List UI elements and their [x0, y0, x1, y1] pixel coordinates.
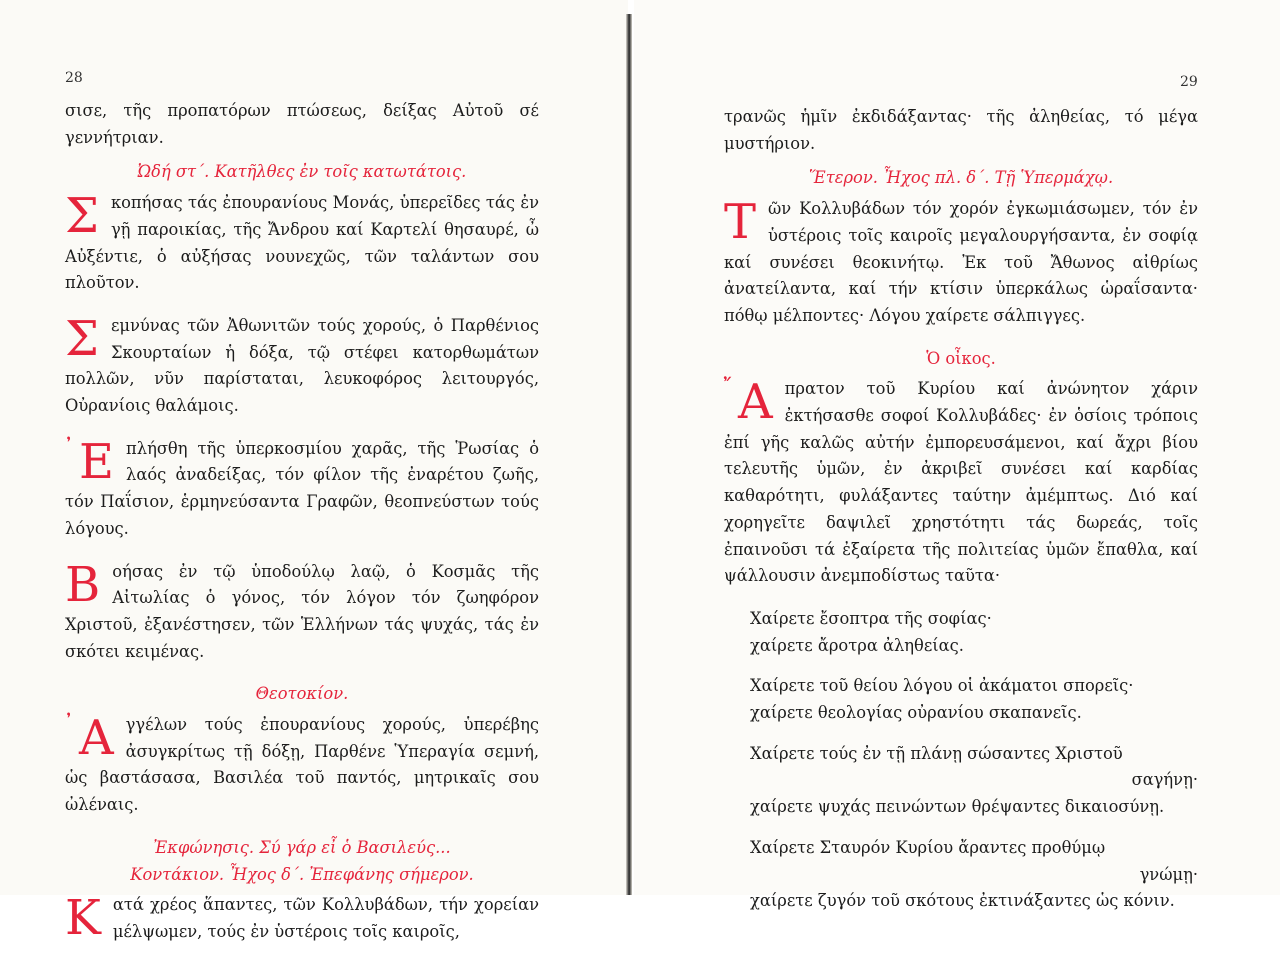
- verse-line: χαίρετε ζυγόν τοῦ σκότους ἐκτινάξαντες ὡς κόνιν.: [750, 891, 1175, 911]
- troparion-paragraph: [63, 433, 539, 543]
- heteron-heading: Ἕτερον. Ἦχος πλ. δ΄. Τῇ Ὑπερμάχῳ.: [808, 168, 1114, 188]
- theotokion-heading: Θεοτοκίον.: [255, 684, 349, 704]
- verse-line: Χαίρετε τοῦ θείου λόγου οἱ ἀκάματοι σπορεῖς·: [750, 676, 1134, 696]
- breathing-mark: ᾿: [63, 435, 74, 461]
- chairetismos-verse: [724, 673, 1198, 726]
- drop-cap: Σ: [65, 310, 99, 367]
- verse-line: Χαίρετε ἔσοπτρα τῆς σοφίας·: [750, 608, 992, 628]
- drop-cap: Τ: [724, 194, 757, 251]
- theotokion-text: γγέλων τούς ἐπουρανίους χορούς, ὑπερέβης ἀσυγκρίτως τῇ δόξῃ, Παρθένε Ὑπεραγία σεμνή, ὡς βαστάσασα, Βασιλέα τοῦ παντός, μητρικαῖς σου ὠλέναις.: [65, 715, 539, 815]
- right-page: [634, 0, 1280, 911]
- verse-line: Χαίρετε Σταυρόν Κυρίου ἄραντες προθύμῳ: [750, 837, 1106, 857]
- ekphonesis-heading: Ἐκφώνησις. Σύ γάρ εἶ ὁ Βασιλεύς...: [153, 837, 451, 857]
- page-number-left: 28: [65, 70, 83, 86]
- continuation-text: τρανῶς ἡμῖν ἐκδιδάξαντας· τῆς ἀληθείας, τό μέγα μυστήριον.: [724, 107, 1198, 153]
- verse-line-continuation: γνώμῃ·: [1139, 864, 1198, 884]
- drop-cap: Β: [65, 556, 101, 613]
- chairetismos-verse: [724, 835, 1198, 915]
- oikos-paragraph: [724, 376, 1198, 590]
- left-page: [0, 0, 628, 947]
- troparion-text: πλήσθη τῆς ὑπερκοσμίου χαρᾶς, τῆς Ῥωσίας ὁ λαός ἀναδείξας, τόν φίλον τῆς ἐναρέτου ζωῆς, τόν Παΐσιον, ἑρμηνεύσαντα Γραφῶν, θεοπνεύστων τούς λόγους.: [65, 438, 539, 538]
- troparion-paragraph: [65, 556, 539, 666]
- kontakion-text: ῶν Κολλυβάδων τόν χορόν ἐγκωμιάσωμεν, τόν ἐν ὑστέροις τοῖς καιροῖς μεγαλουργήσαντα, ἐν σοφίᾳ καί συνέσει θεοκινήτῳ. Ἐκ τοῦ Ἄθωνος αἰθρίως ἀνατείλαντα, καί τήν κτίσιν ὑπερκάλως ὡραΐσαντα· πόθῳ μέλποντες· Λόγου χαίρετε σάλπιγγες.: [724, 199, 1198, 325]
- troparion-paragraph: [65, 190, 539, 297]
- chairetismos-verse: [724, 606, 1198, 659]
- breathing-mark: ῎: [722, 376, 733, 402]
- drop-cap: [63, 710, 114, 767]
- drop-cap: Σ: [65, 188, 99, 245]
- theotokion-paragraph: [65, 712, 539, 819]
- kontakion-paragraph: [724, 196, 1198, 330]
- troparion-paragraph: [65, 310, 539, 420]
- right-text-block: [724, 104, 1198, 929]
- verse-line: Χαίρετε τούς ἐν τῇ πλάνῃ σώσαντες Χριστοῦ: [750, 743, 1123, 763]
- left-text-block: [65, 98, 539, 962]
- book-gutter: [626, 14, 632, 895]
- continuation-text: σισε, τῆς προπατόρων πτώσεως, δείξας Αὐτοῦ σέ γεννήτριαν.: [65, 101, 539, 147]
- oikos-text: πρατον τοῦ Κυρίου καί ἀνώνητον χάριν ἐκτήσασθε σοφοί Κολλυβάδες· ἐν ὁσίοις τρόποις ἐπί γῆς καλῶς αὐτήν ἐμπορευσάμενοι, καί ἄχρι βίου τελευτῆς ὑμῶν, ἐν ἀκριβεῖ συνέσει καί καρδίας καθαρότητι, φυλάξαντες ταύτην ἀμέμπτως. Διό καί χορηγεῖτε δαψιλεῖ χρηστότητι τάς δωρεάς, τοῖς ἐπαινοῦσι τά ἐξαίρετα τῆς πολιτείας ὑμῶν ἔπαθλα, καί ψάλλουσιν ἀνεμποδίστως ταῦτα·: [724, 379, 1198, 586]
- kontakion-paragraph: [65, 892, 539, 945]
- kontakion-heading: Κοντάκιον. Ἦχος δ΄. Ἐπεφάνης σήμερον.: [130, 864, 474, 884]
- ode-heading: Ὠδή στ΄. Κατῆλθες ἐν τοῖς κατωτάτοις.: [137, 162, 467, 182]
- drop-cap-letter: Ε: [79, 433, 115, 490]
- troparion-text: οήσας ἐν τῷ ὑποδούλῳ λαῷ, ὁ Κοσμᾶς τῆς Αἰτωλίας ὁ γόνος, τόν λόγον τόν ζωηφόρον Χριστοῦ, ἐξανέστησεν, τῶν Ἑλλήνων τάς ψυχάς, τάς ἐν σκότει κειμένας.: [65, 561, 539, 661]
- chairetismos-verse: [724, 741, 1198, 821]
- verse-line: χαίρετε ἄροτρα ἀληθείας.: [750, 635, 964, 655]
- drop-cap: [722, 374, 773, 431]
- page-number-right: 29: [1180, 74, 1198, 90]
- drop-cap-letter: Α: [79, 710, 114, 767]
- oikos-heading: Ὁ οἶκος.: [926, 348, 996, 368]
- drop-cap-letter: Α: [738, 374, 773, 431]
- breathing-mark: ᾿: [63, 712, 74, 738]
- verse-line-continuation: σαγήνῃ·: [1131, 770, 1198, 790]
- drop-cap: [63, 433, 115, 490]
- drop-cap: Κ: [65, 890, 101, 947]
- kontakion-text: ατά χρέος ἅπαντες, τῶν Κολλυβάδων, τήν χορείαν μέλψωμεν, τούς ἐν ὑστέροις τοῖς καιροῖς,: [112, 895, 539, 941]
- troparion-text: κοπήσας τάς ἐπουρανίους Μονάς, ὑπερεῖδες τάς ἐν γῇ παροικίας, τῆς Ἄνδρου καί Καρτελί θησαυρέ, ὦ Αὐξέντιε, ὁ αὐξήσας νουνεχῶς, τῶν ταλάντων σου πλοῦτον.: [65, 193, 539, 293]
- verse-line: χαίρετε θεολογίας οὐρανίου σκαπανεῖς.: [750, 703, 1082, 723]
- verse-line: χαίρετε ψυχάς πεινώντων θρέψαντες δικαιοσύνῃ.: [750, 797, 1165, 817]
- troparion-text: εμνύνας τῶν Ἀθωνιτῶν τούς χορούς, ὁ Παρθένιος Σκουρταίων ἡ δόξα, τῷ στέφει κατορθωμάτων πολλῶν, νῦν παρίσταται, λευκοφόρος λειτουργός, Οὐρανίοις θαλάμοις.: [65, 315, 539, 416]
